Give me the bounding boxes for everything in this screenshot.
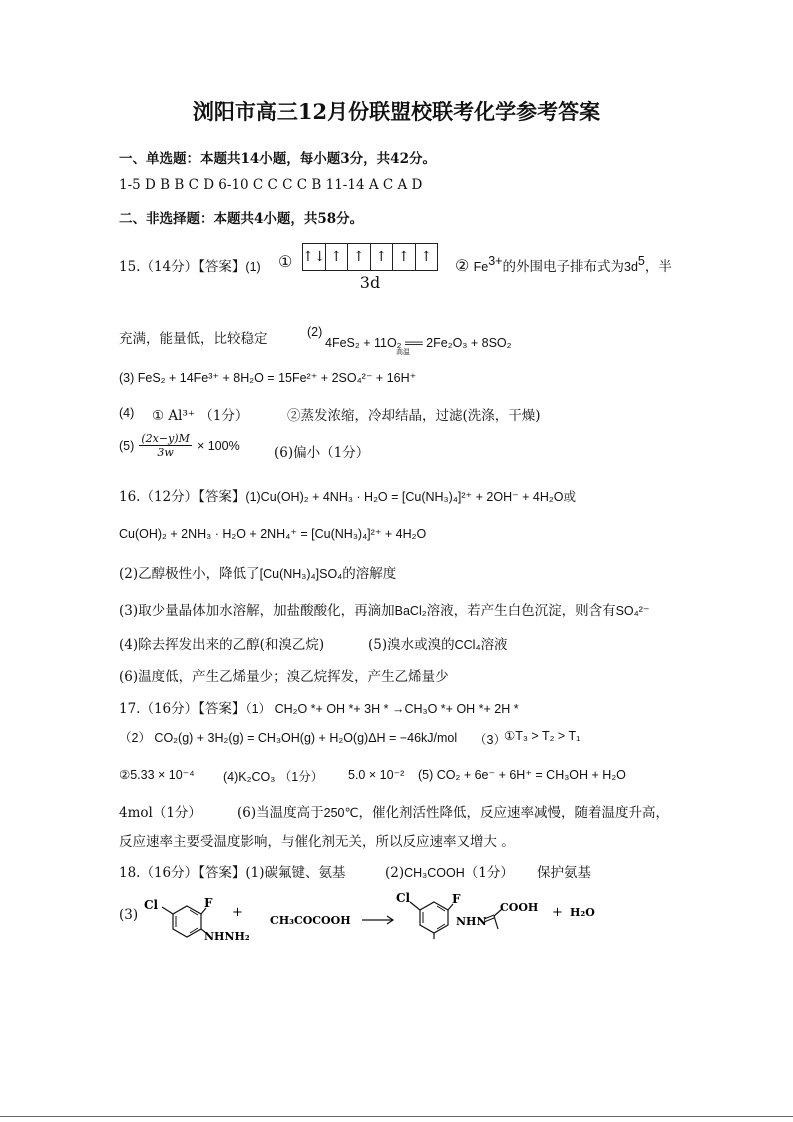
plus-sign: +: [552, 905, 563, 920]
q18-p3-label: (3): [119, 907, 139, 923]
section-2-heading: 二、非选择题：本题共4小题，共58分。: [119, 211, 364, 227]
q17-p5: (5) CO₂ + 6e⁻ + 6H⁺ = CH₃OH + H₂O: [418, 768, 626, 782]
reagent-label: CH₃COCOOH: [270, 914, 351, 927]
reaction-scheme: [130, 885, 690, 955]
q15-circle-1: ①: [278, 252, 293, 271]
q15-p4-label: (4): [119, 406, 135, 420]
q17-line2: （2） CO₂(g) + 3H₂(g) = CH₃OH(g) + H₂O(g)ΔH = −46kJ/mol: [119, 731, 458, 745]
q17-line5: 反应速率主要受温度影响，与催化剂无关，所以反应速率又增大 。: [119, 834, 515, 850]
q15-eq2-condition: 高温: [396, 349, 410, 356]
q15-p4a: ① Al³⁺ （1分）: [152, 408, 249, 424]
mc-answers: 1-5 D B B C D 6-10 C C C C B 11-14 A C A D: [119, 177, 423, 193]
page-title: 浏阳市高三12月份联盟校联考化学参考答案: [192, 99, 601, 124]
bond: [410, 902, 420, 910]
page-bottom-rule: [0, 1116, 793, 1117]
atom-label: F: [452, 892, 461, 906]
section-1-heading: 一、单选题：本题共14小题，每小题3分，共42分。: [119, 151, 436, 167]
bond: [162, 907, 173, 914]
double-bond: [190, 928, 198, 933]
q17-p4-value: 5.0 × 10⁻²: [348, 768, 405, 782]
atom-label: Cl: [144, 898, 159, 912]
q17-p4: (4)K₂CO₃ （1分）: [223, 770, 324, 784]
orbital-label: 3d: [359, 273, 381, 292]
q15-heading: 15.（14分）【答案】(1): [119, 259, 261, 275]
atom-label: F: [204, 896, 213, 910]
q15-p4b: ②蒸发浓缩，冷却结晶，过滤(洗涤，干燥): [287, 408, 541, 424]
q18-p2-purpose: 保护氨基: [537, 865, 591, 881]
orbital-box: ↑: [348, 244, 371, 270]
plus-sign: +: [232, 905, 243, 920]
benzene-ring: [420, 902, 448, 933]
q16-line3: (2)乙醇极性小，降低了[Cu(NH₃)₄]SO₄的溶解度: [119, 566, 397, 582]
q15-p1-explanation: ② $Fe^{3+}$的外围电子排布式为$3d^5$，半: [455, 254, 672, 275]
q15-p2-label: (2): [307, 325, 323, 339]
q16-line4: (3)取少量晶体加水溶解，加盐酸酸化，再滴加BaCl₂溶液，若产生白色沉淀，则含有SO₄²⁻: [119, 603, 650, 619]
group-label: NHN: [456, 915, 487, 928]
fraction: $\frac{(2x-y)M}{3w}$: [141, 432, 190, 459]
q16-line5a: (4)除去挥发出来的乙醇(和溴乙烷): [119, 637, 325, 653]
q17-p3-label: （3）: [474, 733, 506, 747]
orbital-diagram: [302, 243, 438, 292]
benzene-ring: [173, 906, 201, 937]
q17-line4a: 4mol（1分）: [119, 805, 202, 821]
double-bond: [190, 910, 198, 915]
q17-line4b: (6)当温度高于250℃，催化剂活性降低，反应速率减慢，随着温度升高，: [237, 805, 670, 821]
q16-heading: 16.（12分）【答案】(1)Cu(OH)₂ + 4NH₃ · H₂O = [Cu(NH₃)₄]²⁺ + 2OH⁻ + 4H₂O或: [119, 489, 576, 505]
double-bond: [437, 924, 445, 929]
q18-p2: (2)CH₃COOH（1分）: [385, 865, 514, 881]
orbital-box: ↑: [326, 244, 349, 270]
q15-eq2: 4FeS₂ + 11O₂ ══ 2Fe₂O₃ + 8SO₂: [325, 336, 512, 350]
group-label: COOH: [500, 901, 539, 914]
q15-p6: (6)偏小（1分）: [274, 445, 370, 461]
q17-p3b: ②5.33 × 10⁻⁴: [119, 768, 195, 782]
orbital-box: ↑: [393, 244, 416, 270]
product-label: H₂O: [570, 906, 595, 919]
q18-heading: 18.（16分）【答案】(1)碳氟键、氨基: [119, 865, 346, 881]
q16-line2: Cu(OH)₂ + 2NH₃ · H₂O + 2NH₄⁺ = [Cu(NH₃)₄]²⁺ + 4H₂O: [119, 527, 427, 541]
q16-line6: (6)温度低，产生乙烯量少；溴乙烷挥发，产生乙烯量少: [119, 669, 449, 685]
orbital-box: ↑↓: [303, 244, 326, 270]
q17-heading: 17.（16分）【答案】（1） CH₂O *+ OH *+ 3H * →CH₃O *+ OH *+ 2H *: [119, 701, 519, 717]
q15-p5: (5) $\frac{(2x-y)M}{3w}$ × 100%: [119, 432, 240, 459]
q15-eq3: (3) FeS₂ + 14Fe³⁺ + 8H₂O = 15Fe²⁺ + 2SO₄²⁻ + 16H⁺: [119, 371, 417, 385]
orbital-box: ↑: [420, 249, 433, 265]
bond: [494, 916, 498, 929]
atom-label: Cl: [396, 891, 411, 905]
q16-line5b: (5)溴水或溴的CCl₄溶液: [368, 637, 508, 653]
group-label: NHNH₂: [204, 930, 250, 943]
q17-p3a: ①T₃ > T₂ > T₁: [504, 729, 581, 743]
orbital-box: ↑: [371, 244, 394, 270]
q15-p1-continued: 充满，能量低，比较稳定: [119, 331, 268, 347]
double-bond: [437, 906, 445, 911]
